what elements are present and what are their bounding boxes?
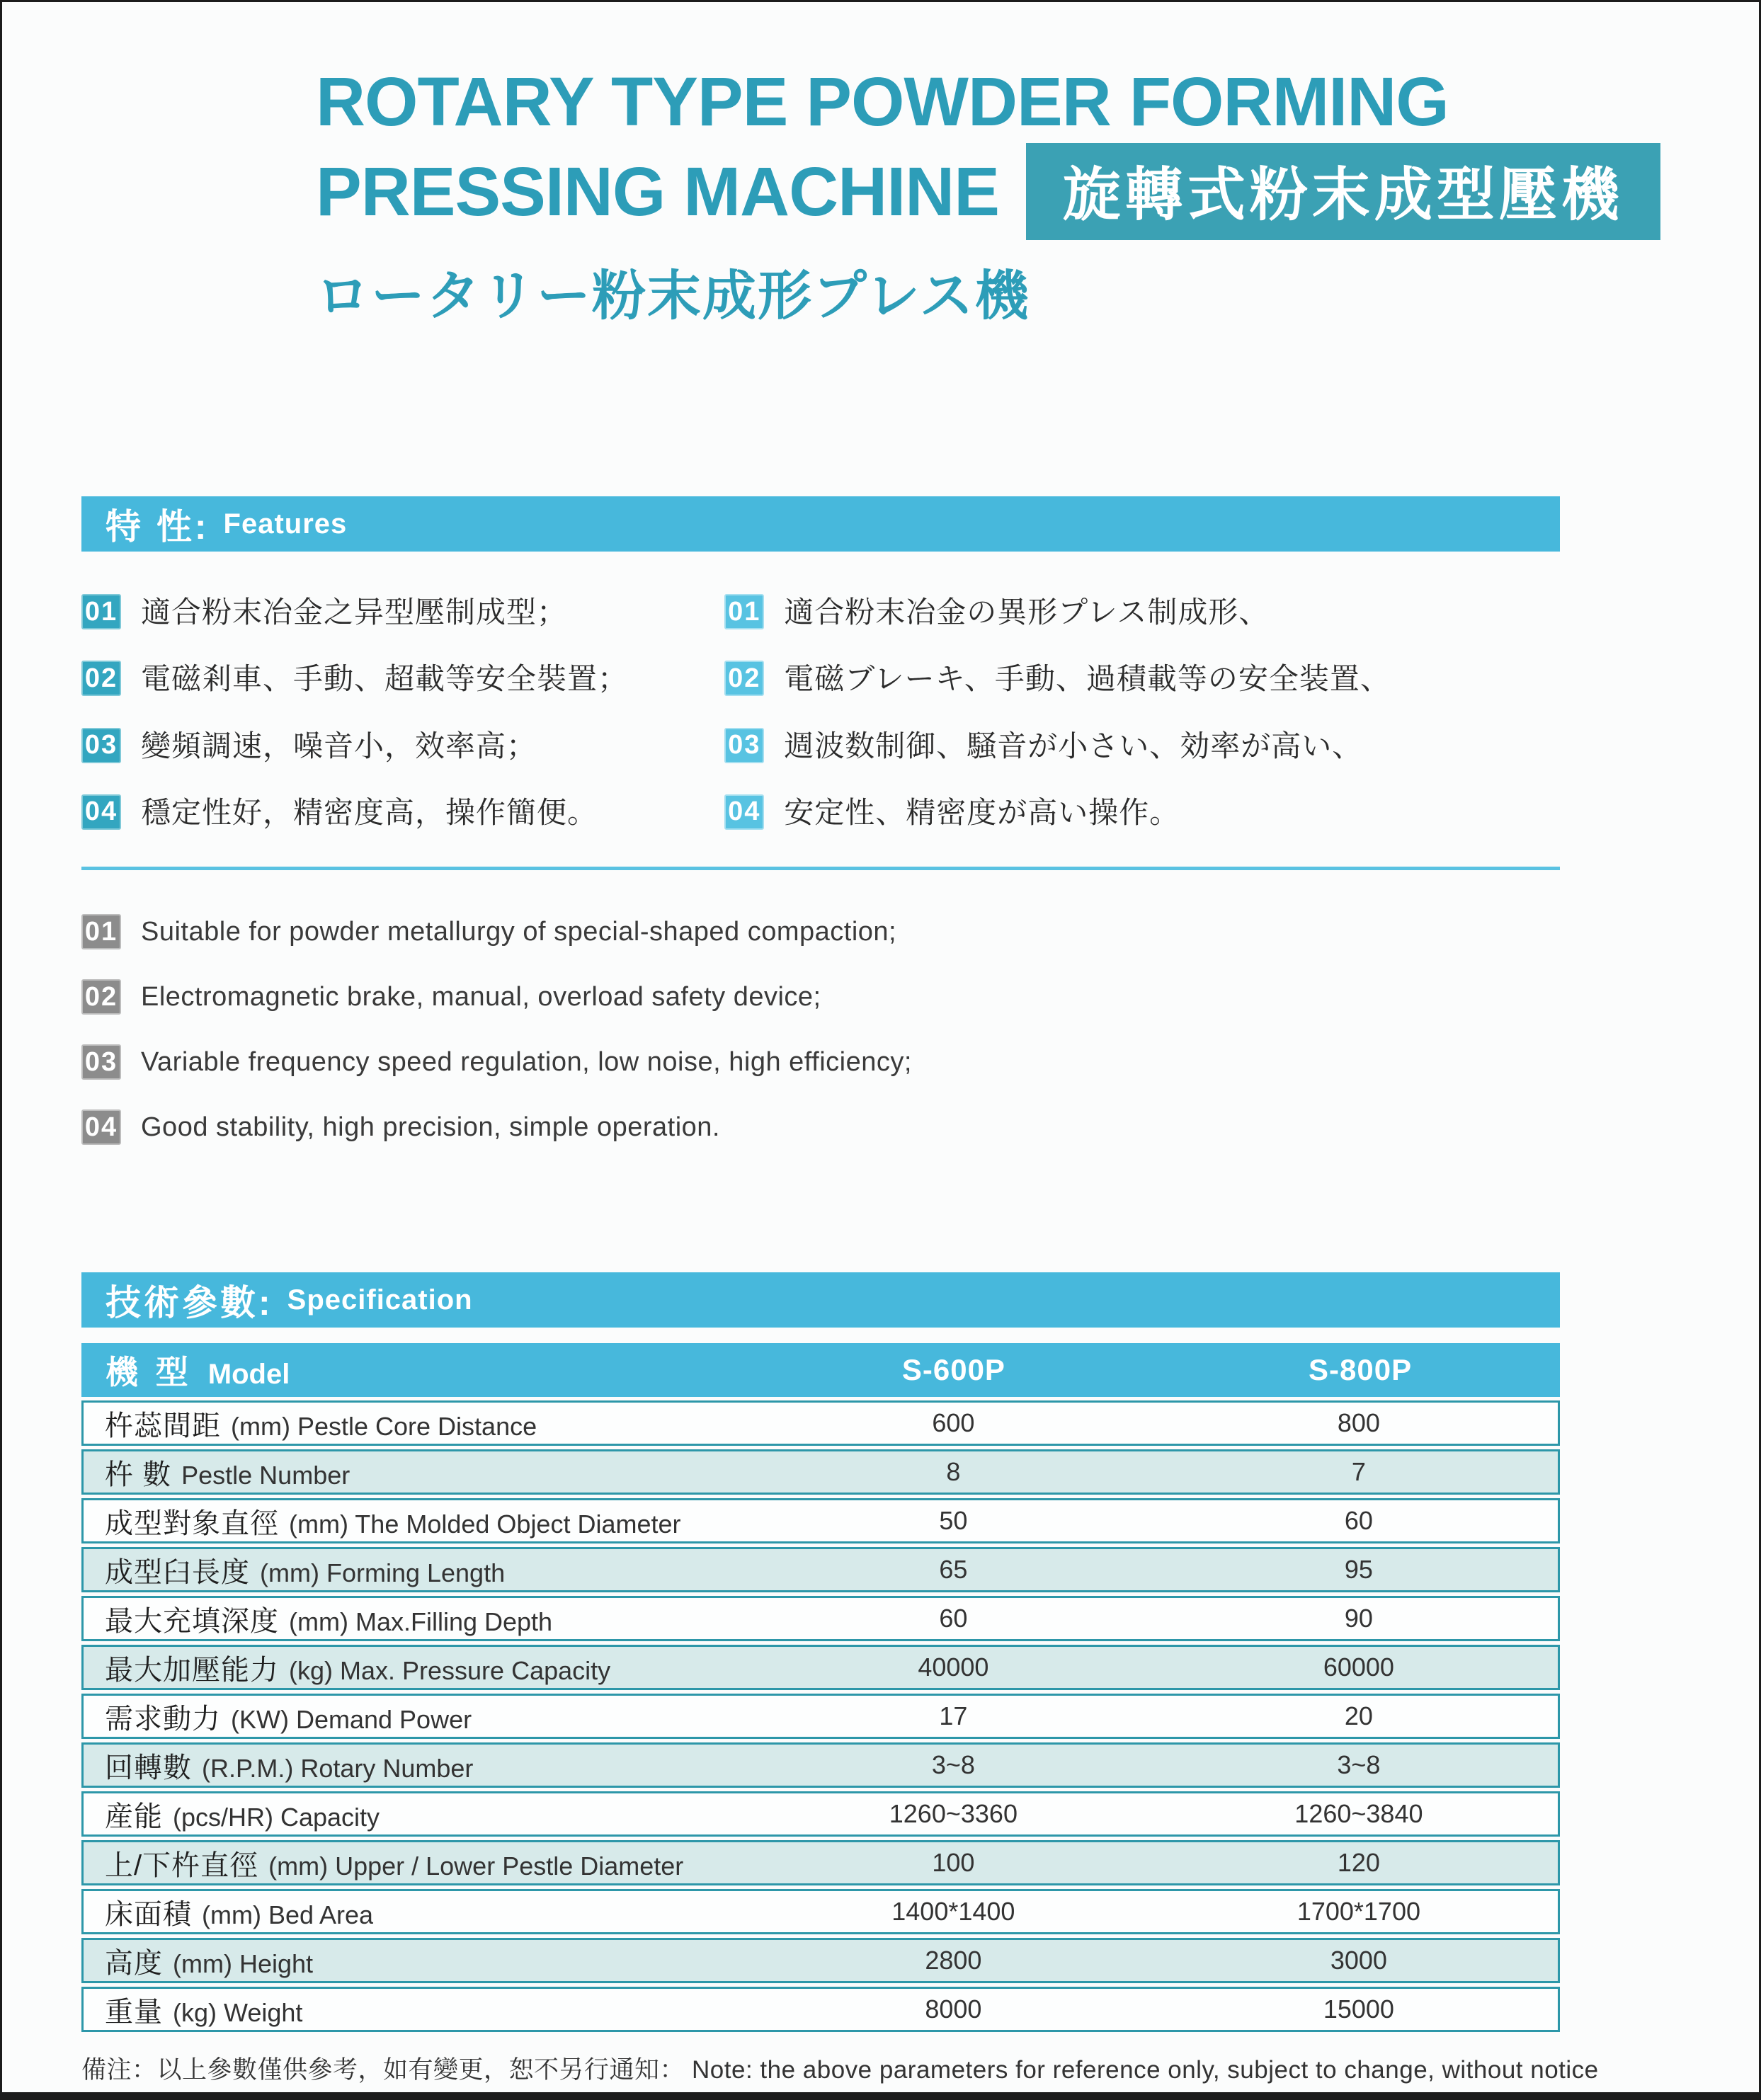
row-value-s800p: 3~8 <box>1337 1750 1381 1780</box>
feature-number-badge: 03 <box>81 728 121 763</box>
table-row <box>81 1987 1560 2032</box>
row-label-en: (kg) Weight <box>173 1997 303 2027</box>
table-row <box>81 1938 1560 1983</box>
feature-item-cn <box>81 594 724 629</box>
feature-number-badge: 02 <box>724 661 764 696</box>
row-value-s600p: 65 <box>939 1555 968 1585</box>
table-row <box>81 1498 1560 1543</box>
title-badge-chinese: 旋轉式粉末成型壓機 <box>1026 143 1660 240</box>
feature-text-jp: 週波数制御、騒音が小さい、効率が高い、 <box>784 729 1363 763</box>
feature-text-en: Suitable for powder metallurgy of special-shaped compaction; <box>141 917 897 947</box>
row-label-en: (pcs/HR) Capacity <box>173 1802 380 1832</box>
footer-note-en: Note: the above parameters for reference only, subject to change, without notice <box>692 2056 1599 2084</box>
row-label-cjk: 最大加壓能力 <box>105 1654 279 1686</box>
feature-item-jp <box>724 728 1560 763</box>
table-row <box>81 1840 1560 1885</box>
specification-header-bar <box>81 1272 1560 1328</box>
row-value-s800p: 7 <box>1351 1457 1366 1487</box>
row-label-cjk: 杵蕊間距 <box>105 1410 221 1442</box>
row-label-cjk: 重量 <box>105 1996 163 2028</box>
row-label-en: (mm) Bed Area <box>202 1900 374 1929</box>
row-value-s600p: 100 <box>932 1848 975 1878</box>
row-value-s600p: 60 <box>939 1604 968 1633</box>
row-label <box>84 1843 747 1883</box>
table-row <box>81 1596 1560 1641</box>
features-heading-en: Features <box>223 508 348 540</box>
row-value-s800p: 120 <box>1337 1848 1380 1878</box>
feature-item-en <box>81 1109 1560 1145</box>
feature-text-cn: 電磁剎車、手動、超載等安全裝置； <box>141 662 629 696</box>
row-label-cjk: 回轉數 <box>105 1752 192 1784</box>
feature-item-cn <box>81 661 724 696</box>
feature-item-en <box>81 914 1560 949</box>
table-header-row <box>81 1343 1560 1397</box>
feature-number-badge: 03 <box>724 728 764 763</box>
row-value-s800p: 3000 <box>1330 1946 1387 1975</box>
row-label-en: (R.P.M.) Rotary Number <box>202 1753 474 1783</box>
row-label-cjk: 成型對象直徑 <box>105 1507 279 1539</box>
feature-number-badge: 01 <box>81 594 121 629</box>
feature-item-jp <box>724 794 1560 830</box>
row-label <box>84 1696 747 1737</box>
features-section <box>81 496 1560 1145</box>
table-header-s600p: S-600P <box>901 1353 1005 1387</box>
row-label <box>84 1892 747 1932</box>
page-subtitle-japanese: ロータリー粉末成形プレス機 <box>316 266 1030 326</box>
row-value-s800p: 60 <box>1344 1506 1373 1536</box>
model-label-cjk: 機 型 <box>106 1354 193 1391</box>
feature-item-cn <box>81 728 724 763</box>
title-row <box>316 143 1631 240</box>
feature-item-jp <box>724 594 1560 629</box>
row-label-cjk: 高度 <box>105 1947 163 1979</box>
specification-section <box>81 1272 1560 2032</box>
row-label-cjk: 杵 數 <box>105 1459 172 1490</box>
feature-number-badge: 01 <box>724 594 764 629</box>
row-value-s600p: 8000 <box>925 1995 982 2024</box>
feature-item-jp <box>724 661 1560 696</box>
row-value-s600p: 3~8 <box>931 1750 975 1780</box>
row-label <box>84 1550 747 1590</box>
feature-number-badge: 02 <box>81 661 121 696</box>
row-label-en: (mm) Max.Filling Depth <box>289 1607 553 1636</box>
feature-text-cn: 變頻調速，噪音小，效率高； <box>141 729 537 763</box>
footer-note-cjk: 備注：以上參數僅供參考，如有變更，恕不另行通知： <box>81 2056 685 2084</box>
row-value-s600p: 2800 <box>925 1946 982 1975</box>
features-bilingual-grid <box>81 594 1560 830</box>
row-label-en: (mm) Upper / Lower Pestle Diameter <box>268 1851 684 1881</box>
row-label <box>84 1452 747 1493</box>
table-row <box>81 1400 1560 1446</box>
row-label <box>84 1941 747 1981</box>
specification-heading-cjk: 技術參數: <box>106 1283 273 1323</box>
section-divider-line <box>81 867 1560 870</box>
row-value-s600p: 50 <box>939 1506 968 1536</box>
table-row <box>81 1547 1560 1592</box>
footer-note <box>81 2050 1759 2086</box>
features-heading-cjk: 特 性: <box>106 507 210 547</box>
row-label-en: (mm) Pestle Core Distance <box>231 1411 537 1441</box>
row-label-en: (mm) Forming Length <box>260 1558 506 1587</box>
row-value-s800p: 1260~3840 <box>1294 1799 1423 1829</box>
row-value-s600p: 600 <box>932 1408 975 1438</box>
row-label-cjk: 産能 <box>105 1801 163 1832</box>
feature-text-en: Electromagnetic brake, manual, overload safety device; <box>141 982 821 1012</box>
table-row <box>81 1694 1560 1739</box>
table-row <box>81 1791 1560 1837</box>
feature-text-cn: 適合粉末冶金之异型壓制成型； <box>141 595 568 629</box>
feature-item-en <box>81 1044 1560 1080</box>
feature-text-jp: 安定性、精密度が高い操作。 <box>784 795 1180 829</box>
table-row <box>81 1889 1560 1934</box>
feature-number-badge: 04 <box>81 794 121 830</box>
feature-number-badge: 04 <box>81 1109 121 1145</box>
row-value-s800p: 1700*1700 <box>1296 1897 1420 1927</box>
row-value-s800p: 90 <box>1344 1604 1373 1633</box>
title-block <box>316 63 1631 330</box>
model-label-en: Model <box>207 1359 290 1391</box>
row-label-cjk: 床面積 <box>105 1898 192 1930</box>
row-value-s800p: 15000 <box>1323 1995 1394 2024</box>
features-english-list <box>81 914 1560 1145</box>
row-label-en: (mm) The Molded Object Diameter <box>289 1509 681 1539</box>
row-label-en: (mm) Height <box>173 1948 314 1978</box>
feature-item-cn <box>81 794 724 830</box>
page-title-line1: ROTARY TYPE POWDER FORMING <box>316 63 1449 140</box>
feature-number-badge: 03 <box>81 1044 121 1080</box>
feature-number-badge: 01 <box>81 914 121 949</box>
row-value-s600p: 40000 <box>918 1653 989 1682</box>
row-label <box>84 1403 747 1444</box>
row-label <box>84 1648 747 1688</box>
table-header-model <box>81 1347 747 1393</box>
row-label <box>84 1990 747 2030</box>
row-value-s600p: 1260~3360 <box>889 1799 1018 1829</box>
specification-heading-en: Specification <box>287 1284 473 1316</box>
table-row <box>81 1449 1560 1495</box>
row-value-s600p: 1400*1400 <box>891 1897 1015 1927</box>
row-label-en: (kg) Max. Pressure Capacity <box>289 1655 611 1685</box>
table-header-s800p: S-800P <box>1309 1353 1413 1387</box>
table-row <box>81 1742 1560 1788</box>
feature-text-en: Variable frequency speed regulation, low noise, high efficiency; <box>141 1047 912 1078</box>
feature-text-cn: 穩定性好，精密度高，操作簡便。 <box>141 795 598 829</box>
row-label <box>84 1599 747 1639</box>
row-value-s800p: 60000 <box>1323 1653 1394 1682</box>
row-value-s600p: 8 <box>946 1457 961 1487</box>
page-title-line2: PRESSING MACHINE <box>316 153 999 230</box>
feature-text-en: Good stability, high precision, simple operation. <box>141 1112 720 1143</box>
row-value-s800p: 95 <box>1344 1555 1373 1585</box>
row-value-s600p: 17 <box>939 1701 968 1731</box>
row-label-cjk: 最大充填深度 <box>105 1605 279 1637</box>
row-value-s800p: 800 <box>1337 1408 1380 1438</box>
feature-item-en <box>81 979 1560 1015</box>
table-row <box>81 1645 1560 1690</box>
row-label <box>84 1794 747 1834</box>
feature-text-jp: 電磁ブレーキ、手動、過積載等の安全装置、 <box>784 662 1391 696</box>
row-label-cjk: 上/下杵直徑 <box>105 1849 259 1881</box>
row-value-s800p: 20 <box>1344 1701 1373 1731</box>
features-header-bar <box>81 496 1560 552</box>
row-label-cjk: 成型臼長度 <box>105 1556 250 1588</box>
row-label <box>84 1501 747 1541</box>
row-label <box>84 1745 747 1786</box>
row-label-en: (KW) Demand Power <box>231 1704 472 1734</box>
row-label-cjk: 需求動力 <box>105 1703 221 1735</box>
feature-number-badge: 04 <box>724 794 764 830</box>
feature-text-jp: 適合粉末冶金の異形プレス制成形、 <box>784 595 1270 629</box>
specification-table <box>81 1343 1560 2032</box>
feature-number-badge: 02 <box>81 979 121 1015</box>
row-label-en: Pestle Number <box>181 1460 351 1490</box>
